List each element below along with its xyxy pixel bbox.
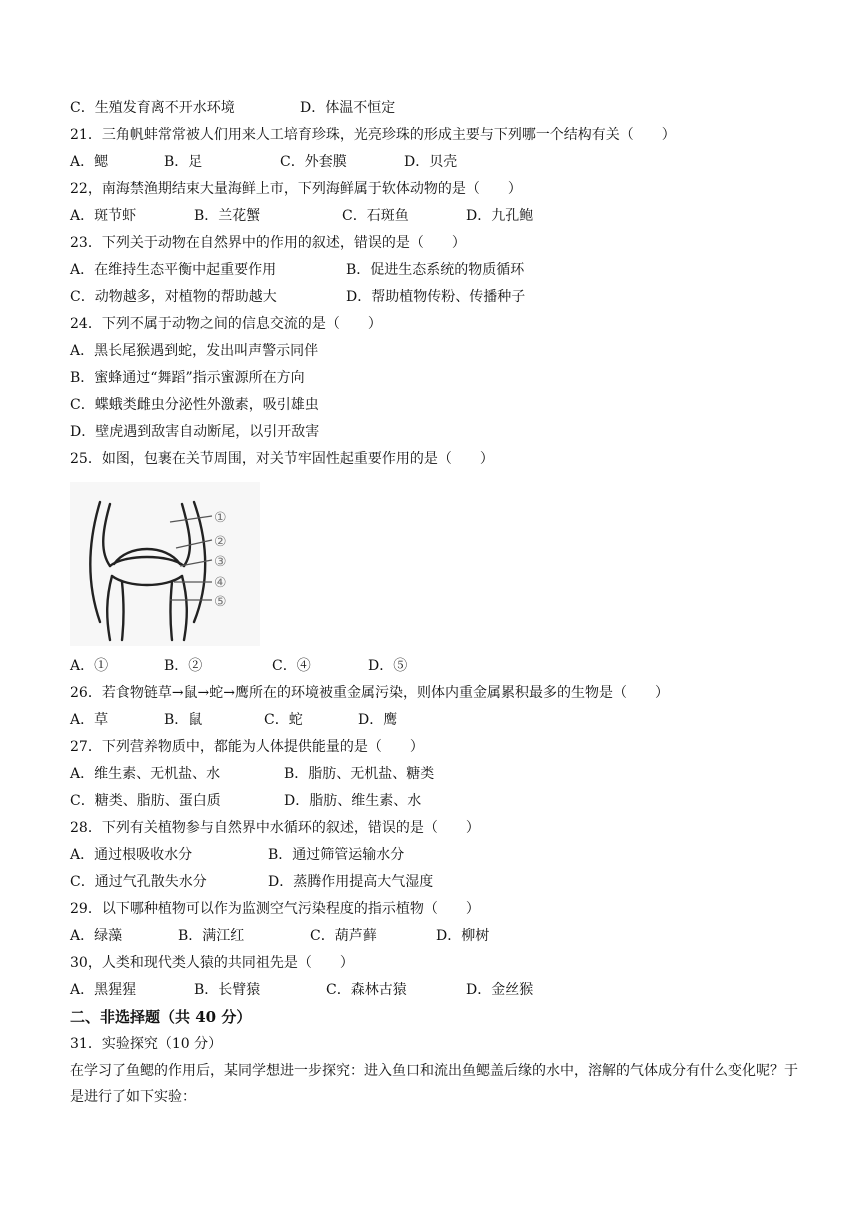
question-30: 30，人类和现代类人猿的共同祖先是（ ）: [70, 955, 354, 971]
option-d: D．壁虎遇到敌害自动断尾，以引开敌害: [70, 424, 320, 440]
option-c: C．生殖发育离不开水环境: [70, 100, 235, 116]
option-c: C．森林古猿: [326, 982, 407, 998]
question-23: 23．下列关于动物在自然界中的作用的叙述，错误的是（ ）: [70, 235, 466, 251]
option-a: A．通过根吸收水分: [70, 847, 193, 863]
option-c: C．葫芦藓: [310, 928, 377, 944]
option-a: A．黑长尾猴遇到蛇，发出叫声警示同伴: [70, 343, 319, 359]
figure-label: ①: [214, 510, 227, 526]
option-b: B．长臂猿: [194, 982, 261, 998]
question-26: 26．若食物链草→鼠→蛇→鹰所在的环境被重金属污染，则体内重金属累积最多的生物是（ ）: [70, 685, 670, 701]
option-b: B．鼠: [164, 712, 203, 728]
option-d: D．帮助植物传粉、传播种子: [346, 289, 526, 305]
option-c: C．通过气孔散失水分: [70, 874, 207, 890]
joint-diagram: [70, 482, 260, 646]
figure-label: ④: [214, 575, 227, 591]
option-b: B．促进生态系统的物质循环: [346, 262, 525, 278]
option-d: D．九孔鲍: [466, 208, 534, 224]
question-21: 21．三角帆蚌常常被人们用来人工培育珍珠，光亮珍珠的形成主要与下列哪一个结构有关（ ）: [70, 127, 676, 143]
option-b: B．②: [164, 658, 203, 674]
option-a: A．①: [70, 658, 109, 674]
option-b: B．足: [164, 154, 203, 170]
option-d: D．金丝猴: [466, 982, 534, 998]
option-d: D．柳树: [436, 928, 490, 944]
option-a: A．鳃: [70, 154, 109, 170]
option-a: A．维生素、无机盐、水: [70, 766, 221, 782]
question-29: 29．以下哪种植物可以作为监测空气污染程度的指示植物（ ）: [70, 901, 480, 917]
option-c: C．石斑鱼: [342, 208, 409, 224]
option-b: B．脂肪、无机盐、糖类: [284, 766, 435, 782]
option-b: B．满江红: [178, 928, 245, 944]
option-c: C．糖类、脂肪、蛋白质: [70, 793, 221, 809]
option-c: C．外套膜: [280, 154, 347, 170]
option-c: C．④: [272, 658, 311, 674]
figure-label: ⑤: [214, 594, 227, 610]
option-d: D．体温不恒定: [300, 100, 396, 116]
option-a: A．绿藻: [70, 928, 123, 944]
question-27: 27．下列营养物质中，都能为人体提供能量的是（ ）: [70, 739, 424, 755]
option-d: D．脂肪、维生素、水: [284, 793, 422, 809]
question-22: 22，南海禁渔期结束大量海鲜上市，下列海鲜属于软体动物的是（ ）: [70, 181, 522, 197]
option-b: B．兰花蟹: [194, 208, 261, 224]
question-24: 24．下列不属于动物之间的信息交流的是（ ）: [70, 316, 382, 332]
option-a: A．斑节虾: [70, 208, 137, 224]
option-c: C．蝶蛾类雌虫分泌性外激素，吸引雄虫: [70, 397, 319, 413]
option-d: D．鹰: [358, 712, 398, 728]
option-a: A．草: [70, 712, 109, 728]
section-heading: 二、非选择题（共 40 分）: [70, 1008, 252, 1026]
option-d: D．贝壳: [404, 154, 458, 170]
option-b: B．蜜蜂通过“舞蹈”指示蜜源所在方向: [70, 370, 305, 386]
option-c: C．动物越多，对植物的帮助越大: [70, 289, 277, 305]
figure-label: ②: [214, 534, 227, 550]
option-b: B．通过筛管运输水分: [268, 847, 405, 863]
option-c: C．蛇: [264, 712, 303, 728]
option-a: A．在维持生态平衡中起重要作用: [70, 262, 277, 278]
question-31-text: 在学习了鱼鳃的作用后，某同学想进一步探究：进入鱼口和流出鱼鳃盖后缘的水中，溶解的气体成分有什么变化呢？于是进行了如下实验：: [70, 1063, 798, 1105]
option-d: D．蒸腾作用提高大气湿度: [268, 874, 434, 890]
question-25: 25．如图，包裹在关节周围，对关节牢固性起重要作用的是（ ）: [70, 451, 494, 467]
question-28: 28．下列有关植物参与自然界中水循环的叙述，错误的是（ ）: [70, 820, 480, 836]
question-31: 31．实验探究（10 分）: [70, 1036, 223, 1052]
figure-label: ③: [214, 554, 227, 570]
option-d: D．⑤: [368, 658, 408, 674]
option-a: A．黑猩猩: [70, 982, 137, 998]
